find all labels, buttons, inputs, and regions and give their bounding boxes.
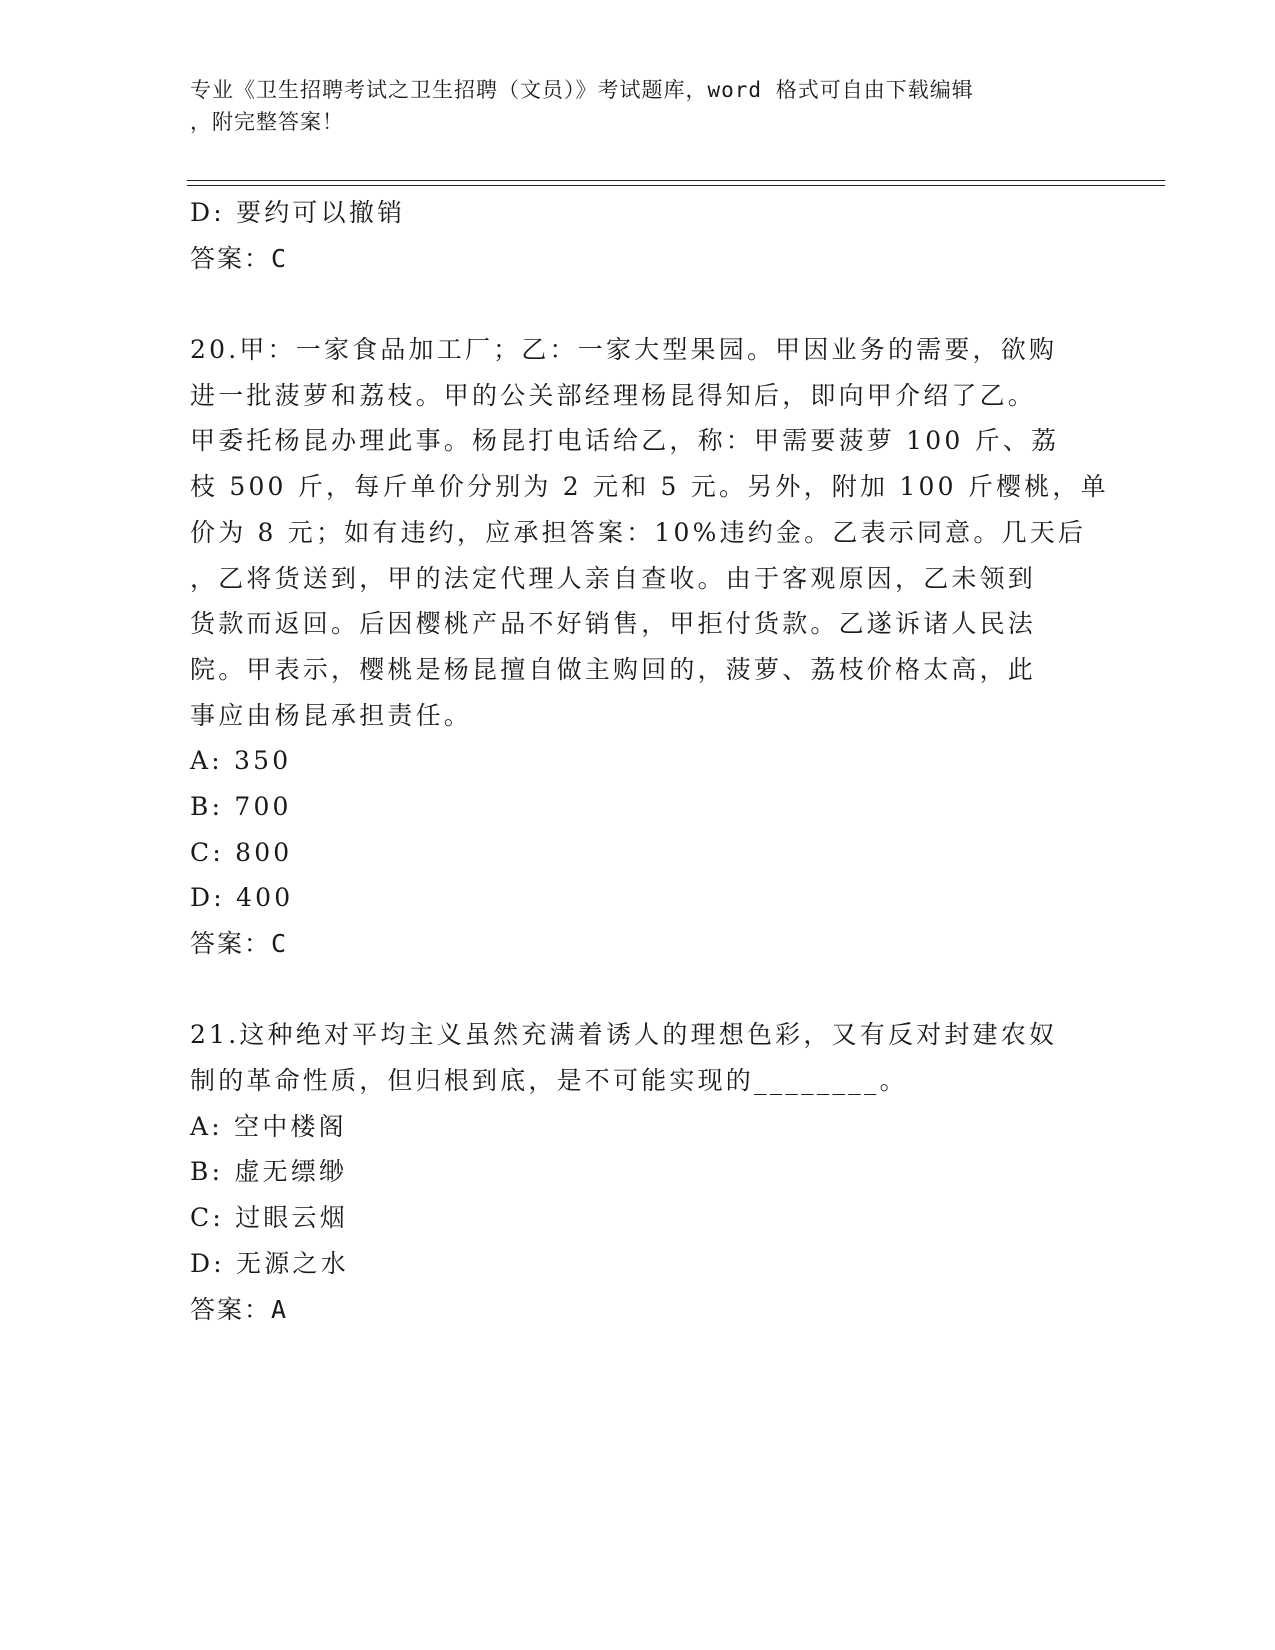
q20-text-line: 枝 500 斤，每斤单价分别为 2 元和 5 元。另外，附加 100 斤樱桃，单 bbox=[190, 472, 1109, 502]
answer-value: C bbox=[271, 929, 289, 958]
page-header bbox=[190, 74, 1090, 138]
header-line-1: 专业《卫生招聘考试之卫生招聘（文员）》考试题库，word 格式可自由下载编辑 bbox=[190, 78, 974, 102]
q21-option-c: C: 过眼云烟 bbox=[190, 1203, 348, 1233]
q21-text-line: 制的革命性质，但归根到底，是不可能实现的________。 bbox=[190, 1066, 908, 1096]
prev-answer bbox=[190, 236, 1090, 282]
answer-label: 答案： bbox=[190, 1294, 272, 1324]
answer-label: 答案： bbox=[190, 243, 272, 273]
q20-answer bbox=[190, 921, 1090, 967]
question-20 bbox=[190, 327, 1109, 967]
q20-text-line: 20.甲：一家食品加工厂；乙：一家大型果园。甲因业务的需要，欲购 bbox=[190, 335, 1058, 365]
question-21 bbox=[190, 1012, 1090, 1332]
q20-text-line: 院。甲表示，樱桃是杨昆擅自做主购回的，菠萝、荔枝价格太高，此 bbox=[190, 654, 1037, 684]
q20-text-line: 事应由杨昆承担责任。 bbox=[190, 700, 473, 730]
header-rule-top bbox=[187, 180, 1165, 181]
header-line-2: ，附完整答案！ bbox=[190, 110, 344, 134]
question-content bbox=[190, 190, 1109, 1332]
spacer bbox=[190, 281, 1090, 327]
q20-text-line: ，乙将货送到，甲的法定代理人亲自查收。由于客观原因，乙未领到 bbox=[190, 563, 1037, 593]
q20-text-line: 进一批菠萝和荔枝。甲的公关部经理杨昆得知后，即向甲介绍了乙。 bbox=[190, 380, 1037, 410]
header-rule-bottom bbox=[187, 185, 1165, 186]
q21-text-line: 21.这种绝对平均主义虽然充满着诱人的理想色彩，又有反对封建农奴 bbox=[190, 1020, 1058, 1050]
q20-text-line: 货款而返回。后因樱桃产品不好销售，甲拒付货款。乙遂诉诸人民法 bbox=[190, 609, 1037, 639]
q20-option-c: C: 800 bbox=[190, 837, 293, 867]
answer-value: A bbox=[271, 1294, 289, 1324]
q20-option-d: D: 400 bbox=[190, 883, 294, 913]
q20-text-line: 甲委托杨昆办理此事。杨昆打电话给乙，称：甲需要菠萝 100 斤、荔 bbox=[190, 426, 1060, 456]
q20-text-line: 价为 8 元；如有违约，应承担答案：10%违约金。乙表示同意。几天后 bbox=[190, 517, 1087, 547]
q20-option-b: B: 700 bbox=[190, 791, 292, 821]
q21-option-d: D: 无源之水 bbox=[190, 1248, 349, 1278]
answer-label: 答案： bbox=[190, 929, 272, 958]
answer-value: C bbox=[271, 243, 289, 273]
q21-answer bbox=[190, 1287, 1090, 1333]
prev-option-d: D: 要约可以撤销 bbox=[190, 198, 406, 227]
spacer bbox=[190, 967, 1090, 1013]
q21-option-b: B: 虚无缥缈 bbox=[190, 1157, 348, 1187]
q21-option-a: A: 空中楼阁 bbox=[190, 1111, 347, 1141]
q20-option-a: A: 350 bbox=[190, 746, 292, 776]
